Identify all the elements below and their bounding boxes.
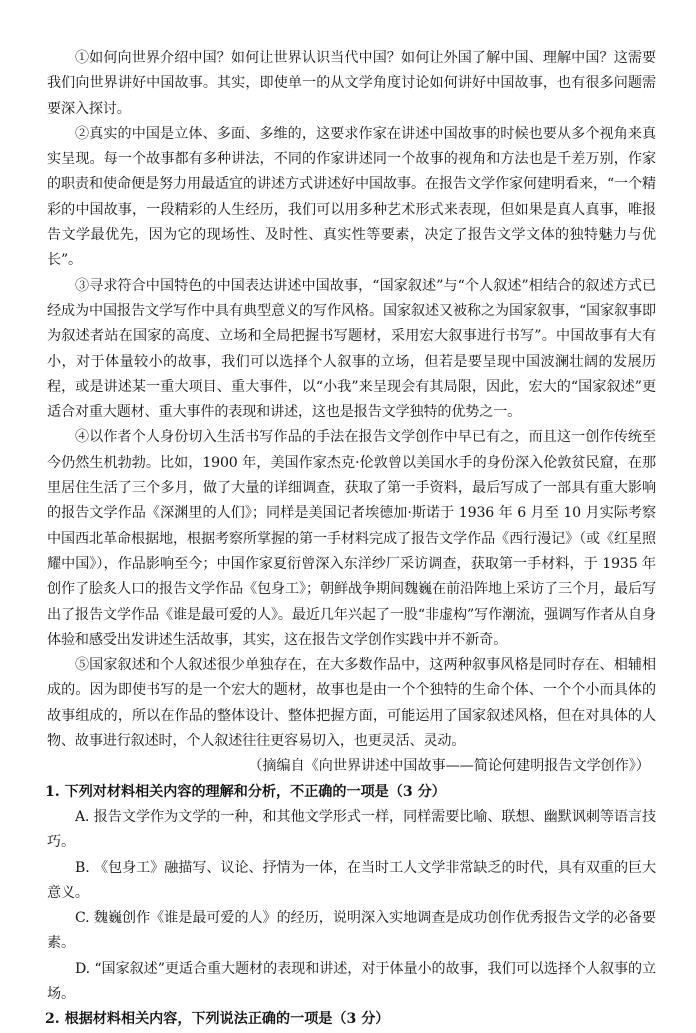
passage-source: （摘编自《向世界讲述中国故事——简论何建明报告文学创作》） bbox=[248, 758, 650, 775]
passage-paragraph-5: ⑤国家叙述和个人叙述很少单独存在，在大多数作品中，这两种叙事风格是同时存在、相辅相成的。因为即使书写的是一个宏大的题材，故事也是由一个个独特的生命个体、一个个小而具体的故事组成的，所以在作品的整体设计、整体把握方面，可能运用了国家叙述风格，但在对具体的人物、故事进行叙述时，个人叙述往往更容易切入，也更灵活、灵动。 bbox=[47, 657, 656, 750]
passage-paragraph-1: ①如何向世界介绍中国？如何让世界认识当代中国？如何让外国了解中国、理解中国？这需要我们向世界讲好中国故事。其实，即使单一的从文学角度讨论如何讲好中国故事，也有很多问题需要深入探讨。 bbox=[47, 50, 656, 117]
question-1-option-a: A. 报告文学作为文学的一种，和其他文学形式一样，同样需要比喻、联想、幽默讽刺等语言技巧。 bbox=[47, 808, 656, 851]
passage-paragraph-4: ④以作者个人身份切入生活书写作品的手法在报告文学创作中早已有之，而且这一创作传统至今仍然生机勃勃。比如，1900 年，美国作家杰克·伦敦曾以美国水手的身份深入伦敦贫民窟，在那里居住生活了三个多月，做了大量的详细调查，获取了第一手资料，最后写成了一部具有重大影响的报告文学作品《深渊里的人们》；同样是美国记者埃德加·斯诺于 1936 年 6 月至 10 月实际考察中国西北革命根据地，根据考察所掌握的第一手材料完成了报告文学作品《西行漫记》（或《红星照耀中国》），作品影响至今；中国作家夏衍曾深入东洋纱厂采访调查，获取第一手材料，于 1935 年创作了脍炙人口的报告文学作品《包身工》；朝鲜战争期间魏巍在前沿阵地上采访了三个月，最后写出了报告文学作品《谁是最可爱的人》。最近几年兴起了一股“非虚构”写作潮流，强调写作者从自身体验和感受出发讲述生活故事，其实，这在报告文学创作实践中并不新奇。 bbox=[47, 429, 656, 648]
passage-paragraph-3: ③寻求符合中国特色的中国表达讲述中国故事，“国家叙述”与“个人叙述”相结合的叙述方式已经成为中国报告文学写作中具有典型意义的写作风格。国家叙述又被称之为国家叙事，“国家叙事即为叙述者站在国家的高度、立场和全局把握书写题材，采用宏大叙事进行书写”。中国故事有大有小，对于体量较小的故事，我们可以选择个人叙事的立场，但若是要呈现中国波澜壮阔的发展历程，或是讲述某一重大项目、重大事件，以“小我”来呈现会有其局限，因此，宏大的“国家叙述”更适合对重大题材、重大事件的表现和讲述，这也是报告文学独特的优势之一。 bbox=[47, 277, 656, 421]
question-2 bbox=[47, 1007, 656, 1032]
reading-passage bbox=[47, 46, 656, 780]
question-1-stem: 1. 下列对材料相关内容的理解和分析，不正确的一项是（3 分） bbox=[45, 783, 446, 800]
question-1-option-c: C. 魏巍创作《谁是最可爱的人》的经历，说明深入实地调查是成功创作优秀报告文学的必备要素。 bbox=[47, 910, 656, 952]
question-2-stem: 2. 根据材料相关内容，下列说法正确的一项是（3 分） bbox=[45, 1011, 390, 1028]
question-1-option-d: D. “国家叙述”更适合重大题材的表现和讲述，对于体量小的故事，我们可以选择个人叙事的立场。 bbox=[47, 960, 656, 1002]
question-1-option-b: B. 《包身工》融描写、议论、抒情为一体，在当时工人文学非常缺乏的时代，具有双重的巨大意义。 bbox=[47, 859, 656, 901]
question-1 bbox=[47, 780, 656, 1008]
passage-paragraph-2: ②真实的中国是立体、多面、多维的，这要求作家在讲述中国故事的时候也要从多个视角来真实呈现。每一个故事都有多种讲法，不同的作家讲述同一个故事的视角和方法也是千差万别，作家的职责和使命便是努力用最适宜的讲述方式讲述好中国故事。在报告文学作家何建明看来，“一个精彩的中国故事，一段精彩的人生经历，我们可以用多种艺术形式来表现，但如果是真人真事，唯报告文学最优先，因为它的现场性、及时性、真实性等要素，决定了报告文学文体的独特魅力与优长”。 bbox=[47, 125, 656, 269]
